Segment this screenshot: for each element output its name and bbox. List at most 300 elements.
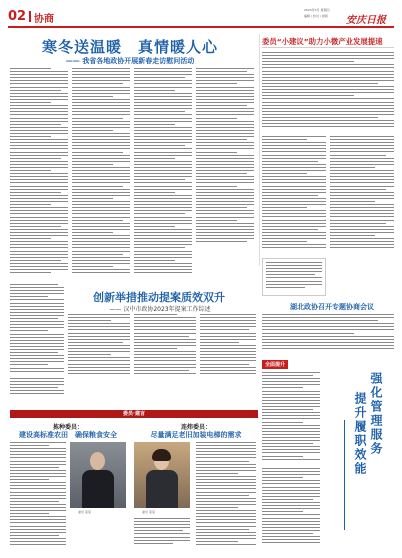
text-line	[10, 164, 68, 165]
text-line	[10, 501, 59, 502]
text-line	[72, 167, 130, 168]
text-line	[262, 477, 303, 478]
text-line	[10, 445, 49, 446]
text-line	[134, 210, 192, 211]
text-line	[10, 111, 68, 112]
text-line	[68, 370, 130, 371]
text-line	[10, 121, 68, 122]
text-line	[134, 367, 196, 368]
bottom-right-photo	[134, 442, 190, 508]
text-line	[262, 440, 320, 441]
bottom-right-body	[196, 442, 256, 548]
text-line	[330, 164, 394, 165]
text-line	[134, 217, 192, 218]
text-line	[330, 226, 394, 227]
text-line	[262, 83, 378, 84]
text-line	[330, 195, 394, 196]
text-line	[200, 323, 256, 324]
text-line	[68, 326, 130, 327]
text-line	[196, 226, 254, 227]
text-line	[200, 333, 256, 334]
text-line	[10, 476, 66, 477]
text-line	[10, 318, 58, 319]
text-line	[196, 454, 256, 455]
text-line	[10, 195, 68, 196]
text-line	[330, 241, 394, 242]
text-line	[10, 387, 58, 388]
text-line	[196, 83, 237, 84]
text-line	[196, 105, 247, 106]
text-line	[72, 83, 123, 84]
text-line	[330, 158, 394, 159]
text-line	[72, 195, 130, 196]
text-line	[330, 235, 375, 236]
photo-hair	[152, 449, 171, 461]
text-line	[330, 173, 394, 174]
text-line	[196, 532, 256, 533]
text-line	[196, 526, 256, 527]
text-line	[10, 145, 68, 146]
text-line	[72, 108, 130, 109]
text-line	[10, 93, 68, 94]
text-line	[262, 391, 320, 392]
text-line	[196, 127, 254, 128]
bottom-left-headline: 建设高标准农田 确保粮食安全	[19, 431, 117, 439]
text-line	[262, 235, 326, 236]
text-line	[196, 445, 256, 446]
text-line	[196, 176, 254, 177]
text-line	[196, 241, 247, 242]
text-line	[196, 522, 256, 523]
text-line	[10, 349, 64, 350]
text-line	[196, 145, 254, 146]
text-line	[262, 508, 320, 509]
text-line	[196, 77, 254, 78]
text-line	[134, 189, 192, 190]
text-line	[266, 277, 322, 278]
text-line	[196, 124, 254, 125]
text-line	[10, 346, 64, 347]
text-line	[10, 220, 68, 221]
text-line	[262, 539, 320, 540]
text-line	[134, 336, 189, 337]
text-line	[72, 105, 130, 106]
text-line	[134, 254, 192, 255]
text-line	[10, 381, 64, 382]
text-line	[72, 220, 123, 221]
text-line	[10, 235, 68, 236]
text-line	[10, 454, 66, 455]
text-line	[72, 201, 130, 202]
text-line	[10, 290, 64, 291]
text-line	[72, 210, 130, 211]
text-line	[196, 492, 256, 493]
text-line	[10, 247, 68, 248]
text-line	[134, 251, 192, 252]
side-banner-body-2	[262, 468, 320, 548]
text-line	[262, 148, 326, 149]
text-line	[196, 198, 254, 199]
text-line	[134, 537, 190, 538]
text-line	[10, 352, 58, 353]
text-line	[10, 229, 68, 230]
text-line	[134, 220, 192, 221]
text-line	[262, 471, 320, 472]
text-line	[134, 354, 196, 355]
text-line	[10, 254, 68, 255]
text-line	[134, 155, 192, 156]
text-line	[10, 361, 64, 362]
text-line	[266, 268, 322, 269]
text-line	[200, 320, 256, 321]
text-line	[134, 195, 192, 196]
text-line	[72, 226, 130, 227]
text-line	[262, 521, 320, 522]
text-line	[262, 317, 394, 318]
text-line	[262, 204, 326, 205]
text-line	[134, 182, 192, 183]
text-line	[10, 529, 66, 530]
text-line	[196, 139, 247, 140]
text-line	[330, 170, 394, 171]
text-line	[196, 235, 254, 236]
text-line	[196, 102, 254, 103]
text-line	[200, 351, 256, 352]
text-line	[10, 74, 68, 75]
text-line	[10, 114, 68, 115]
text-line	[10, 263, 68, 264]
text-line	[134, 232, 192, 233]
text-line	[330, 198, 394, 199]
text-line	[72, 87, 130, 88]
text-line	[262, 164, 326, 165]
text-line	[72, 93, 130, 94]
text-line	[134, 266, 192, 267]
text-line	[330, 232, 394, 233]
text-line	[10, 504, 66, 505]
text-line	[72, 148, 130, 149]
text-line	[72, 161, 130, 162]
text-line	[262, 456, 303, 457]
text-line	[68, 348, 130, 349]
text-line	[134, 127, 192, 128]
section-name: 协商	[34, 14, 54, 25]
text-line	[266, 265, 322, 266]
text-line	[196, 448, 256, 449]
text-line	[10, 182, 68, 183]
text-line	[10, 451, 66, 452]
text-line	[72, 173, 130, 174]
lead-headline: 寒冬送温暖 真情暖人心	[41, 38, 218, 56]
text-line	[10, 532, 66, 533]
text-line	[134, 77, 185, 78]
text-line	[72, 263, 130, 264]
text-line	[330, 207, 394, 208]
text-line	[72, 204, 130, 205]
text-line	[200, 360, 256, 361]
text-line	[134, 333, 196, 334]
text-line	[68, 317, 130, 318]
text-line	[196, 204, 254, 205]
text-line	[262, 487, 320, 488]
page-header	[8, 6, 394, 28]
text-line	[330, 182, 394, 183]
text-line	[72, 198, 113, 199]
text-line	[134, 317, 196, 318]
text-line	[10, 364, 48, 365]
text-line	[266, 271, 322, 272]
right-middle-body	[262, 314, 394, 354]
text-line	[10, 136, 51, 137]
text-line	[10, 544, 66, 545]
text-line	[266, 287, 305, 288]
text-line	[262, 378, 320, 379]
middle-left-col	[10, 284, 64, 374]
text-line	[134, 257, 192, 258]
text-line	[72, 74, 130, 75]
text-line	[262, 61, 354, 62]
text-line	[10, 130, 68, 131]
text-line	[134, 133, 192, 134]
text-line	[200, 342, 239, 343]
text-line	[262, 536, 320, 537]
text-line	[10, 179, 68, 180]
text-line	[262, 173, 307, 174]
text-line	[196, 442, 256, 443]
text-line	[10, 355, 64, 356]
text-line	[262, 74, 394, 75]
text-line	[196, 189, 254, 190]
text-line	[10, 299, 64, 300]
text-line	[10, 334, 64, 335]
text-line	[196, 158, 254, 159]
text-line	[134, 351, 196, 352]
text-line	[10, 105, 68, 106]
text-line	[200, 314, 256, 315]
side-banner-vertical-title-2: 提升履职效能	[353, 392, 367, 476]
text-line	[262, 58, 394, 59]
text-line	[330, 247, 394, 248]
text-line	[262, 505, 320, 506]
text-line	[10, 68, 51, 69]
text-line	[72, 241, 130, 242]
text-line	[262, 345, 394, 346]
text-line	[10, 266, 68, 267]
text-line	[196, 457, 256, 458]
text-line	[134, 136, 192, 137]
text-line	[134, 329, 196, 330]
text-line	[330, 176, 394, 177]
text-line	[72, 102, 130, 103]
text-line	[134, 93, 192, 94]
text-line	[10, 293, 64, 294]
text-line	[262, 220, 326, 221]
text-line	[134, 360, 196, 361]
text-line	[134, 260, 175, 261]
text-line	[68, 354, 111, 355]
text-line	[72, 254, 123, 255]
text-line	[262, 247, 326, 248]
text-line	[134, 99, 192, 100]
text-line	[72, 121, 130, 122]
text-line	[134, 173, 192, 174]
text-line	[134, 68, 192, 69]
text-line	[196, 485, 256, 486]
text-line	[200, 345, 256, 346]
text-line	[196, 519, 256, 520]
text-line	[10, 495, 66, 496]
editor-line: 编辑 / 校对 / 排版	[304, 14, 328, 18]
text-line	[262, 511, 303, 512]
text-line	[72, 266, 113, 267]
text-line	[262, 339, 394, 340]
text-line	[262, 437, 320, 438]
text-line	[10, 152, 68, 153]
text-line	[196, 238, 254, 239]
text-line	[262, 216, 326, 217]
text-line	[10, 226, 61, 227]
text-line	[262, 403, 320, 404]
text-line	[68, 357, 130, 358]
text-line	[134, 229, 192, 230]
text-line	[262, 120, 394, 121]
text-line	[262, 108, 394, 109]
text-line	[134, 114, 192, 115]
text-line	[10, 127, 68, 128]
text-line	[10, 241, 68, 242]
text-line	[134, 207, 192, 208]
top-right-headline: 委员“小建议”助力小微产业发展提速	[262, 37, 383, 46]
text-line	[262, 530, 320, 531]
text-line	[10, 133, 68, 134]
text-line	[262, 342, 394, 343]
text-line	[10, 358, 64, 359]
text-line	[134, 226, 175, 227]
text-line	[134, 80, 192, 81]
text-line	[10, 330, 48, 331]
text-line	[72, 158, 130, 159]
bottom-left-photo	[70, 442, 126, 508]
text-line	[196, 152, 237, 153]
text-line	[196, 173, 247, 174]
text-line	[72, 207, 130, 208]
text-line	[196, 142, 254, 143]
text-line	[262, 223, 326, 224]
text-line	[262, 372, 320, 373]
text-line	[196, 495, 249, 496]
text-line	[262, 446, 320, 447]
text-line	[196, 504, 256, 505]
text-line	[196, 538, 256, 539]
text-line	[10, 161, 68, 162]
text-line	[134, 241, 192, 242]
text-line	[262, 123, 394, 124]
text-line	[200, 364, 249, 365]
text-line	[196, 223, 254, 224]
text-line	[134, 108, 192, 109]
text-line	[134, 105, 192, 106]
text-line	[10, 102, 51, 103]
text-line	[330, 136, 394, 137]
text-line	[10, 535, 59, 536]
text-line	[262, 136, 326, 137]
text-line	[72, 111, 130, 112]
text-line	[68, 360, 130, 361]
text-line	[196, 210, 254, 211]
text-line	[262, 527, 320, 528]
text-line	[10, 390, 64, 391]
text-line	[196, 133, 254, 134]
text-line	[72, 170, 130, 171]
text-line	[262, 422, 303, 423]
text-line	[134, 530, 183, 531]
text-line	[262, 418, 320, 419]
text-line	[196, 470, 256, 471]
text-line	[10, 321, 64, 322]
text-line	[134, 524, 190, 525]
text-line	[196, 207, 247, 208]
text-line	[72, 217, 130, 218]
text-line	[262, 397, 320, 398]
text-line	[262, 95, 354, 96]
text-line	[72, 251, 130, 252]
text-line	[10, 217, 68, 218]
side-banner-body-1	[262, 372, 320, 462]
text-line	[262, 483, 320, 484]
text-line	[134, 179, 185, 180]
lead-body-col-3	[134, 68, 192, 276]
text-line	[72, 189, 130, 190]
text-line	[262, 161, 318, 162]
text-line	[262, 126, 394, 127]
text-line	[134, 145, 185, 146]
text-line	[10, 99, 68, 100]
text-line	[10, 155, 68, 156]
text-line	[262, 158, 326, 159]
text-line	[134, 118, 192, 119]
text-line	[330, 210, 394, 211]
text-line	[10, 260, 61, 261]
text-line	[10, 519, 66, 520]
text-line	[262, 533, 313, 534]
text-line	[262, 425, 320, 426]
text-line	[262, 117, 378, 118]
photo-head	[90, 452, 105, 470]
top-right-body-col-1	[262, 136, 326, 252]
text-line	[262, 431, 320, 432]
text-line	[262, 155, 326, 156]
text-line	[72, 155, 130, 156]
text-line	[262, 86, 394, 87]
text-line	[266, 284, 322, 285]
text-line	[72, 176, 130, 177]
text-line	[330, 142, 394, 143]
text-line	[134, 339, 196, 340]
text-line	[262, 336, 394, 337]
text-line	[262, 182, 326, 183]
text-line	[68, 342, 123, 343]
text-line	[134, 204, 192, 205]
photo-body	[146, 470, 178, 508]
text-line	[262, 238, 326, 239]
text-line	[262, 102, 394, 103]
text-line	[200, 326, 256, 327]
text-line	[72, 99, 130, 100]
text-line	[68, 314, 130, 315]
text-line	[10, 80, 68, 81]
text-line	[10, 83, 68, 84]
text-line	[196, 90, 254, 91]
